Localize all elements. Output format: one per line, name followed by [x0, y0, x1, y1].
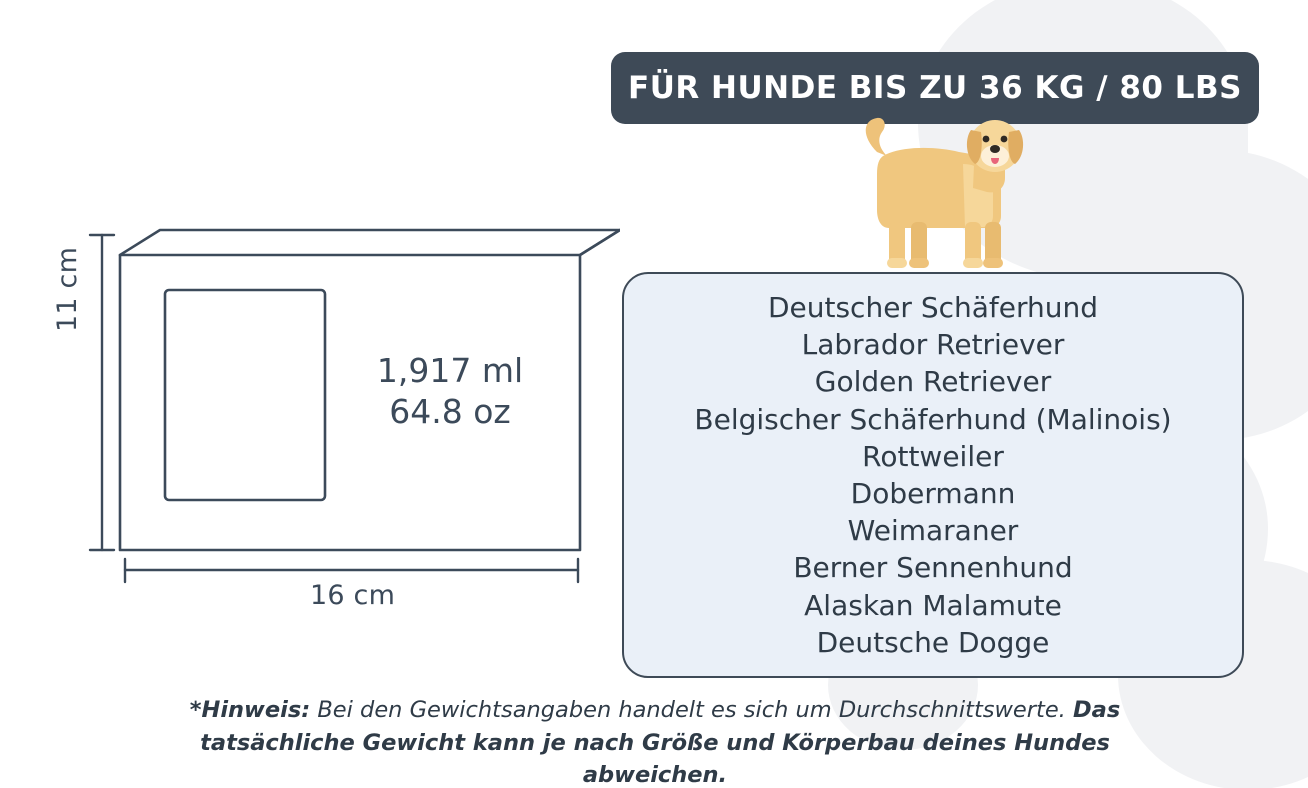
breed-item: Rottweiler: [862, 439, 1004, 473]
breed-list-card: [622, 272, 1244, 678]
weight-banner-text: FÜR HUNDE BIS ZU 36 KG / 80 LBS: [628, 70, 1242, 106]
breed-item: Dobermann: [850, 477, 1016, 510]
breed-item: Deutsche Dogge: [816, 625, 1050, 659]
breed-item: Labrador Retriever: [801, 328, 1065, 362]
golden-retriever-icon: [855, 112, 1025, 277]
volume-oz: 64.8 oz: [389, 392, 511, 432]
volume-ml: 1,917 ml: [376, 351, 524, 390]
footnote-bold-tail: Das tatsächliche Gewicht kann je nach Größe und Körperbau deines Hundes abweichen.: [200, 697, 1121, 788]
breed-item: Berner Sennenhund: [793, 551, 1073, 585]
breed-item: Alaskan Malamute: [804, 588, 1062, 622]
breed-item: Golden Retriever: [814, 365, 1052, 399]
breed-item: Weimaraner: [847, 514, 1019, 548]
dog-illustration-svg: [855, 112, 1025, 277]
breed-item: Belgischer Schäferhund (Malinois): [694, 402, 1172, 436]
breed-item: Deutscher Schäferhund: [767, 290, 1099, 324]
box-width-label: 16 cm: [310, 580, 396, 611]
footnote-lead: *Hinweis:: [189, 697, 311, 723]
box-volume-text: [355, 350, 545, 433]
footnote-normal: Bei den Gewichtsangaben handelt es sich um Durchschnittswerte.: [310, 697, 1073, 723]
footnote: [150, 694, 1160, 788]
box-height-label: 11 cm: [52, 246, 83, 332]
